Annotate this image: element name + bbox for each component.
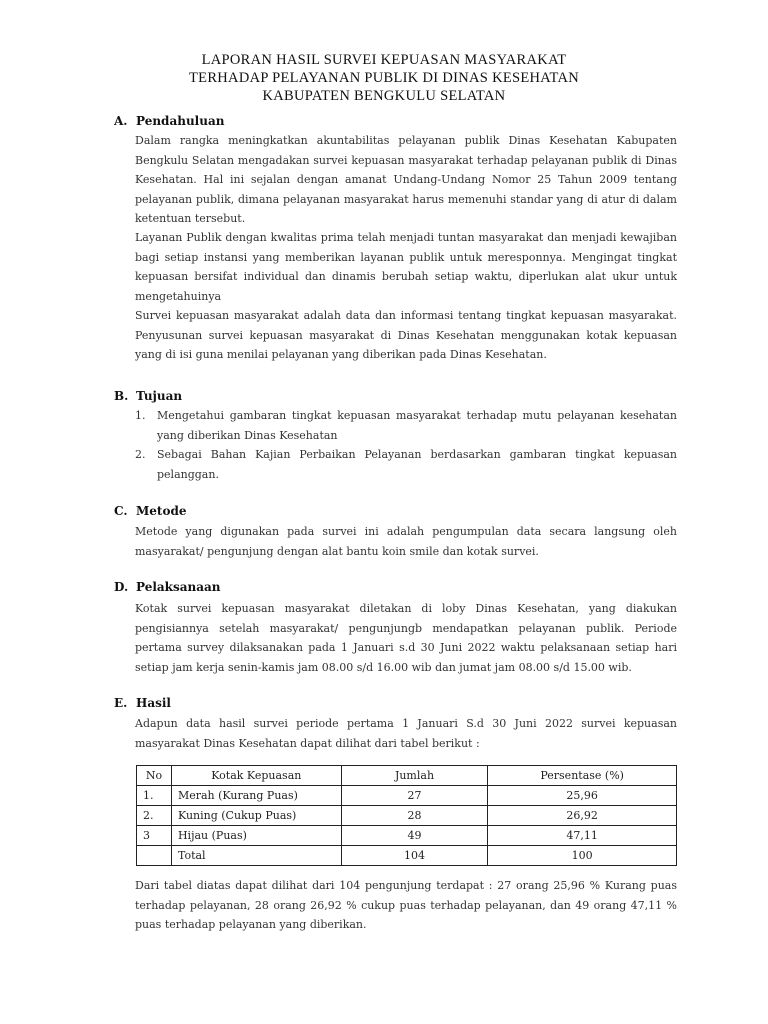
section-a-heading xyxy=(114,114,224,128)
table-header-no: No xyxy=(137,766,172,786)
section-e-title: Hasil xyxy=(136,696,171,710)
table-row xyxy=(137,806,677,826)
section-b-letter: B. xyxy=(114,389,129,403)
section-a-paragraph-1: Dalam rangka meningkatkan akuntabilitas pelayanan publik Dinas Kesehatan Kabupaten Bengkulu Selatan mengadakan survei kepuasan masyarakat terhadap pelayanan publik di Dinas Kesehatan. Hal ini sejalan dengan amanat Undang-Undang Nomor 25 Tahun 2009 tentang pelayanan publik, dimana pelayanan masyarakat harus memenuhi standar yang di atur di dalam ketentuan tersebut. xyxy=(135,134,677,225)
table-cell-kotak: Merah (Kurang Puas) xyxy=(171,786,341,806)
table-cell-jumlah: 27 xyxy=(341,786,488,806)
table-cell-no: 2. xyxy=(137,806,172,826)
table-cell-jumlah: 49 xyxy=(341,826,488,846)
section-a-paragraph-3: Survei kepuasan masyarakat adalah data dan informasi tentang tingkat kepuasan masyarakat. Penyusunan survei kepuasan masyarakat di Dinas Kesehatan menggunakan kotak kepuasan yang di isi guna menilai pelayanan yang diberikan pada Dinas Kesehatan. xyxy=(135,309,677,361)
section-e-heading xyxy=(114,696,171,710)
section-a-paragraph-2: Layanan Publik dengan kwalitas prima telah menjadi tuntan masyarakat dan menjadi kewajiban bagi setiap instansi yang memberikan layanan publik untuk meresponnya. Mengingat tingkat kepuasan bersifat individual dan dinamis berubah setiap waktu, diperlukan alat ukur untuk mengetahuinya xyxy=(135,231,677,303)
table-header-kotak: Kotak Kepuasan xyxy=(171,766,341,786)
table-cell-kotak: Total xyxy=(171,846,341,866)
section-c-paragraph: Metode yang digunakan pada survei ini adalah pengumpulan data secara langsung oleh masyarakat/ pengunjung dengan alat bantu koin smile dan kotak survei. xyxy=(135,525,677,558)
table-header-persentase: Persentase (%) xyxy=(488,766,677,786)
table-cell-kotak: Hijau (Puas) xyxy=(171,826,341,846)
table-cell-persen: 100 xyxy=(488,846,677,866)
section-d-heading xyxy=(114,580,221,594)
report-title-line-3: KABUPATEN BENGKULU SELATAN xyxy=(262,88,506,104)
table-row xyxy=(137,826,677,846)
list-item xyxy=(135,445,677,484)
list-item-number: 1. xyxy=(135,409,146,422)
results-table xyxy=(136,765,677,866)
table-row xyxy=(137,786,677,806)
table-cell-persen: 47,11 xyxy=(488,826,677,846)
report-title-line-2: TERHADAP PELAYANAN PUBLIK DI DINAS KESEHATAN xyxy=(189,70,579,86)
section-a-title: Pendahuluan xyxy=(136,114,225,128)
table-header-jumlah: Jumlah xyxy=(341,766,488,786)
section-d-title: Pelaksanaan xyxy=(136,580,221,594)
report-title-line-1: LAPORAN HASIL SURVEI KEPUASAN MASYARAKAT xyxy=(201,52,567,68)
section-c-heading xyxy=(114,504,187,518)
section-e-paragraph-1: Adapun data hasil survei periode pertama 1 Januari S.d 30 Juni 2022 survei kepuasan masyarakat Dinas Kesehatan dapat dilihat dari tabel berikut : xyxy=(135,717,677,750)
section-b-heading xyxy=(114,389,182,403)
table-cell-no: 1. xyxy=(137,786,172,806)
table-cell-kotak: Kuning (Cukup Puas) xyxy=(171,806,341,826)
list-item-text: Sebagai Bahan Kajian Perbaikan Pelayanan berdasarkan gambaran tingkat kepuasan pelanggan. xyxy=(157,448,677,481)
table-cell-jumlah: 28 xyxy=(341,806,488,826)
table-total-row xyxy=(137,846,677,866)
section-c-letter: C. xyxy=(114,504,128,518)
table-cell-persen: 26,92 xyxy=(488,806,677,826)
section-c-title: Metode xyxy=(136,504,187,518)
table-header-row xyxy=(137,766,677,786)
section-a-letter: A. xyxy=(114,114,128,128)
section-e-paragraph-2: Dari tabel diatas dapat dilihat dari 104 pengunjung terdapat : 27 orang 25,96 % Kurang puas terhadap pelayanan, 28 orang 26,92 % cukup puas terhadap pelayanan, dan 49 orang 47,11 % puas terhadap pelayanan yang diberikan. xyxy=(135,879,677,931)
section-e-letter: E. xyxy=(114,696,128,710)
table-cell-no xyxy=(137,846,172,866)
list-item xyxy=(135,406,677,445)
section-b-title: Tujuan xyxy=(136,389,183,403)
table-cell-persen: 25,96 xyxy=(488,786,677,806)
list-item-text: Mengetahui gambaran tingkat kepuasan masyarakat terhadap mutu pelayanan kesehatan yang diberikan Dinas Kesehatan xyxy=(157,409,677,442)
table-cell-jumlah: 104 xyxy=(341,846,488,866)
section-d-paragraph: Kotak survei kepuasan masyarakat diletakan di loby Dinas Kesehatan, yang diakukan pengisiannya setelah masyarakat/ pengunjungb mendapatkan pelayanan publik. Periode pertama survey dilaksanakan pada 1 Januari s.d 30 Juni 2022 waktu pelaksanaan setiap hari setiap jam kerja senin-kamis jam 08.00 s/d 16.00 wib dan jumat jam 08.00 s/d 15.00 wib. xyxy=(135,602,677,674)
section-d-letter: D. xyxy=(114,580,129,594)
table-cell-no: 3 xyxy=(137,826,172,846)
list-item-number: 2. xyxy=(135,448,146,461)
